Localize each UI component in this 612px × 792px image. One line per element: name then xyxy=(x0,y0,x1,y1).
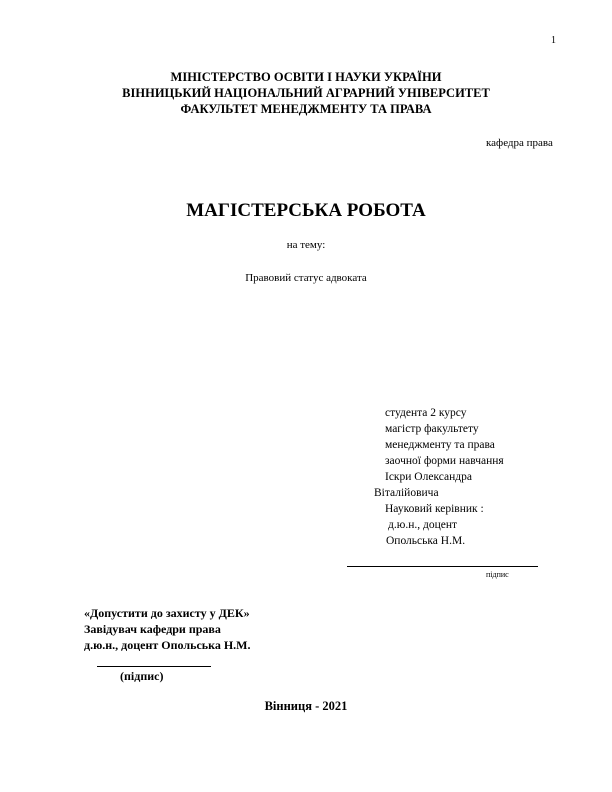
supervisor-name: Опольська Н.М. xyxy=(386,535,466,547)
thesis-topic: Правовий статус адвоката xyxy=(245,272,367,284)
ministry-heading: МІНІСТЕРСТВО ОСВІТИ І НАУКИ УКРАЇНИ xyxy=(170,70,442,84)
student-line-degree: магістр факультету xyxy=(385,423,479,435)
university-heading: ВІННИЦЬКИЙ НАЦІОНАЛЬНИЙ АГРАРНИЙ УНІВЕРСИТЕТ xyxy=(122,86,490,100)
supervisor-degree: д.ю.н., доцент xyxy=(388,519,458,531)
student-line-patronymic: Віталійовича xyxy=(374,487,439,499)
topic-label: на тему: xyxy=(286,239,326,251)
student-line-faculty: менеджменту та права xyxy=(385,439,495,451)
city-year-footer: Вінниця - 2021 xyxy=(264,699,348,713)
head-signature-caption: (підпис) xyxy=(120,669,164,683)
admission-line-3: д.ю.н., доцент Опольська Н.М. xyxy=(84,638,251,652)
page-number: 1 xyxy=(551,35,556,46)
supervisor-label: Науковий керівник : xyxy=(385,503,484,515)
student-line-surname: Іскри Олександра xyxy=(385,471,472,483)
head-signature-line xyxy=(97,666,211,667)
student-line-study-form: заочної форми навчання xyxy=(385,455,504,467)
admission-line-1: «Допустити до захисту у ДЕК» xyxy=(84,606,250,620)
student-line-course: студента 2 курсу xyxy=(385,407,467,419)
student-signature-caption: підпис xyxy=(486,570,509,579)
student-signature-line xyxy=(347,566,538,567)
admission-line-2: Завідувач кафедри права xyxy=(84,622,221,636)
department-label: кафедра права xyxy=(486,137,553,149)
document-title: МАГІСТЕРСЬКА РОБОТА xyxy=(186,200,426,221)
faculty-heading: ФАКУЛЬТЕТ МЕНЕДЖМЕНТУ ТА ПРАВА xyxy=(180,102,432,116)
